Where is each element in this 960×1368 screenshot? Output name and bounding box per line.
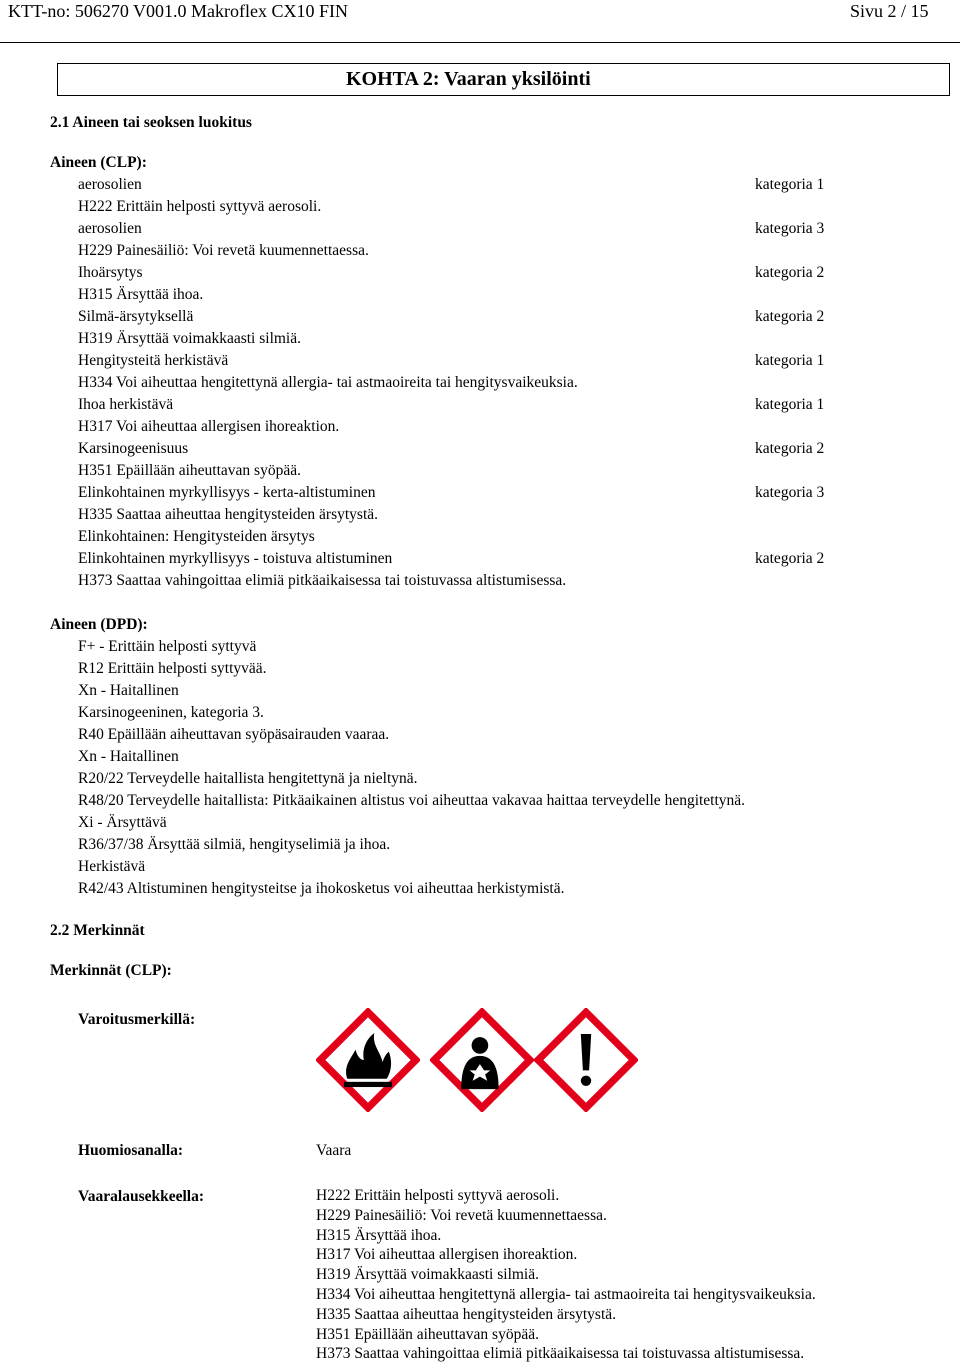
dpd-heading: Aineen (DPD): — [50, 616, 148, 633]
hazard-statement: H334 Voi aiheuttaa hengitettynä allergia- tai astmaoireita tai hengitysvaikeuksia. — [316, 1286, 816, 1303]
page-number: Sivu 2 / 15 — [850, 1, 929, 21]
hazard-statement: H319 Ärsyttää voimakkaasti silmiä. — [316, 1266, 539, 1284]
clp-category: kategoria 3 — [755, 484, 825, 501]
exclamation-pictogram-icon — [534, 1008, 638, 1112]
document-header-title: KTT-no: 506270 V001.0 Makroflex CX10 FIN — [8, 1, 348, 21]
labels-heading: Merkinnät (CLP): — [50, 962, 172, 979]
dpd-line: F+ - Erittäin helposti syttyvä — [78, 638, 257, 655]
clp-line: H351 Epäillään aiheuttavan syöpää. — [78, 462, 301, 479]
hazard-statements-label: Vaaralausekkeella: — [78, 1188, 205, 1205]
dpd-line: Xn - Haitallinen — [78, 748, 179, 765]
dpd-line: R20/22 Terveydelle haitallista hengitettynä ja nieltynä. — [78, 770, 418, 787]
flame-pictogram-icon — [316, 1008, 420, 1112]
pictograms-label: Varoitusmerkillä: — [78, 1011, 196, 1028]
dpd-line: Xn - Haitallinen — [78, 682, 179, 699]
clp-line: Ihoärsytys — [78, 264, 143, 281]
hazard-statement: H229 Painesäiliö: Voi revetä kuumennettaessa. — [316, 1206, 607, 1224]
clp-category: kategoria 2 — [755, 550, 825, 567]
clp-line: aerosolien — [78, 176, 142, 193]
clp-line: H229 Painesäiliö: Voi revetä kuumennettaessa. — [78, 242, 369, 259]
clp-line: H222 Erittäin helposti syttyvä aerosoli. — [78, 198, 322, 215]
clp-line: H373 Saattaa vahingoittaa elimiä pitkäaikaisessa tai toistuvassa altistumisessa. — [78, 572, 567, 589]
dpd-line: Herkistävä — [78, 858, 146, 875]
hazard-statement: H315 Ärsyttää ihoa. — [316, 1226, 442, 1244]
clp-line: H335 Saattaa aiheuttaa hengitysteiden ärsytystä. — [78, 506, 379, 523]
hazard-statement: H351 Epäillään aiheuttavan syöpää. — [316, 1325, 539, 1343]
dpd-line: R40 Epäillään aiheuttavan syöpäsairauden vaaraa. — [78, 726, 390, 743]
clp-line: Silmä-ärsytyksellä — [78, 308, 194, 325]
clp-line: H317 Voi aiheuttaa allergisen ihoreaktion. — [78, 418, 340, 435]
hazard-statement: H373 Saattaa vahingoittaa elimiä pitkäaikaisessa tai toistuvassa altistumisessa. — [316, 1345, 805, 1363]
clp-line: Hengitysteitä herkistävä — [78, 352, 229, 369]
subsection-2-1-heading: 2.1 Aineen tai seoksen luokitus — [50, 114, 252, 131]
clp-category: kategoria 3 — [755, 220, 825, 237]
signal-word-value: Vaara — [316, 1142, 352, 1159]
clp-line: Elinkohtainen: Hengitysteiden ärsytys — [78, 528, 315, 545]
hazard-statement: H335 Saattaa aiheuttaa hengitysteiden ärsytystä. — [316, 1305, 617, 1323]
clp-line: H334 Voi aiheuttaa hengitettynä allergia- tai astmaoireita tai hengitysvaikeuksia. — [78, 374, 578, 391]
clp-line: H319 Ärsyttää voimakkaasti silmiä. — [78, 330, 301, 347]
clp-line: Ihoa herkistävä — [78, 396, 174, 413]
signal-word-label: Huomiosanalla: — [78, 1142, 184, 1159]
dpd-line: R36/37/38 Ärsyttää silmiä, hengityselimiä ja ihoa. — [78, 836, 391, 853]
dpd-line: Xi - Ärsyttävä — [78, 814, 167, 831]
clp-line: Elinkohtainen myrkyllisyys - toistuva altistuminen — [78, 550, 393, 567]
dpd-line: R42/43 Altistuminen hengitysteitse ja ihokosketus voi aiheuttaa herkistymistä. — [78, 880, 565, 897]
clp-heading: Aineen (CLP): — [50, 154, 147, 171]
dpd-line: Karsinogeeninen, kategoria 3. — [78, 704, 264, 721]
clp-category: kategoria 2 — [755, 308, 825, 325]
clp-line: H315 Ärsyttää ihoa. — [78, 286, 204, 303]
clp-line: Karsinogeenisuus — [78, 440, 189, 457]
clp-category: kategoria 2 — [755, 264, 825, 281]
clp-line: aerosolien — [78, 220, 142, 237]
clp-category: kategoria 2 — [755, 440, 825, 457]
hazard-statement: H317 Voi aiheuttaa allergisen ihoreaktion. — [316, 1246, 578, 1264]
hazard-statement: H222 Erittäin helposti syttyvä aerosoli. — [316, 1187, 560, 1204]
health-hazard-pictogram-icon — [430, 1008, 534, 1112]
subsection-2-2-heading: 2.2 Merkinnät — [50, 922, 145, 939]
clp-line: Elinkohtainen myrkyllisyys - kerta-altistuminen — [78, 484, 376, 501]
clp-category: kategoria 1 — [755, 176, 825, 193]
section-title: KOHTA 2: Vaaran yksilöinti — [346, 68, 591, 90]
header-rule — [0, 42, 960, 43]
clp-category: kategoria 1 — [755, 396, 825, 413]
dpd-line: R12 Erittäin helposti syttyvää. — [78, 660, 267, 677]
dpd-line: R48/20 Terveydelle haitallista: Pitkäaikainen altistus voi aiheuttaa vakavaa haittaa terveydelle hengitettynä. — [78, 792, 746, 809]
clp-category: kategoria 1 — [755, 352, 825, 369]
